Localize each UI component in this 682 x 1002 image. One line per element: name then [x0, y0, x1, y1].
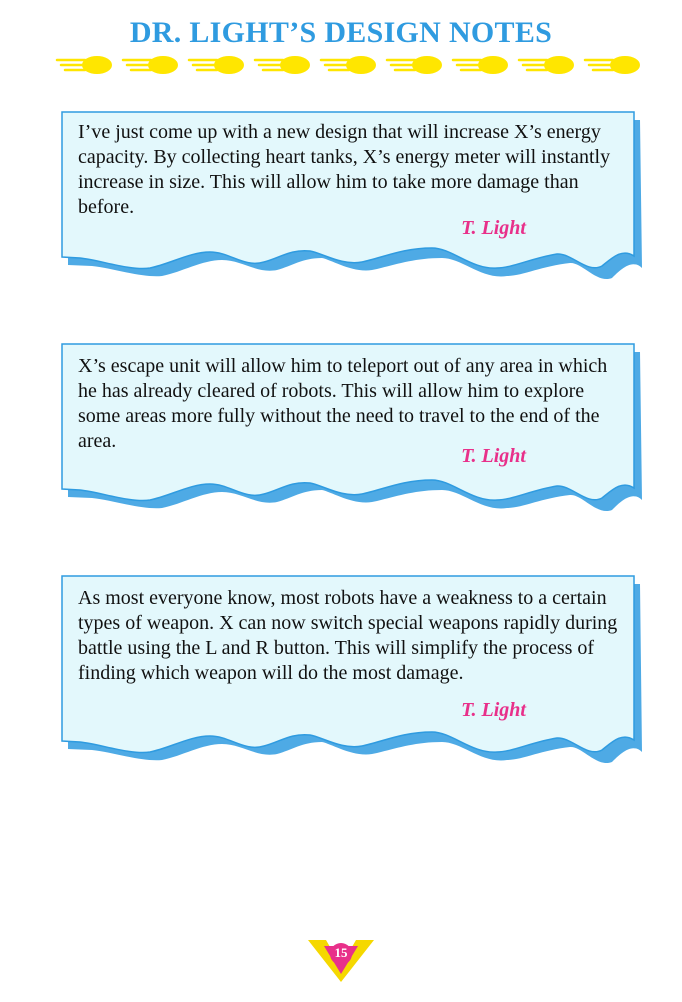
note-signature: T. Light	[461, 699, 526, 721]
note-text: I’ve just come up with a new design that will increase X’s energy capacity. By collecting heart tanks, X’s energy meter will instantly increase in size. This will allow him to take more damage than before.	[78, 121, 611, 218]
yellow-orb-divider	[55, 52, 645, 76]
design-note-1	[52, 108, 646, 308]
note-signature: T. Light	[461, 445, 526, 467]
page-title: DR. LIGHT’S DESIGN NOTES	[129, 16, 553, 49]
note-signature: T. Light	[461, 217, 526, 239]
design-note-3	[52, 572, 646, 796]
design-note-2	[52, 340, 646, 540]
note-text: X’s escape unit will allow him to teleport out of any area in which he has already cleared of robots. This will allow him to explore some areas more fully without the need to travel to the end of the area.	[78, 355, 608, 452]
note-text: As most everyone know, most robots have a weakness to a certain types of weapon. X can now switch special weapons rapidly during battle using the L and R button. This will simplify the process of finding which weapon will do the most damage.	[78, 587, 618, 684]
page-number: 15	[334, 945, 348, 960]
